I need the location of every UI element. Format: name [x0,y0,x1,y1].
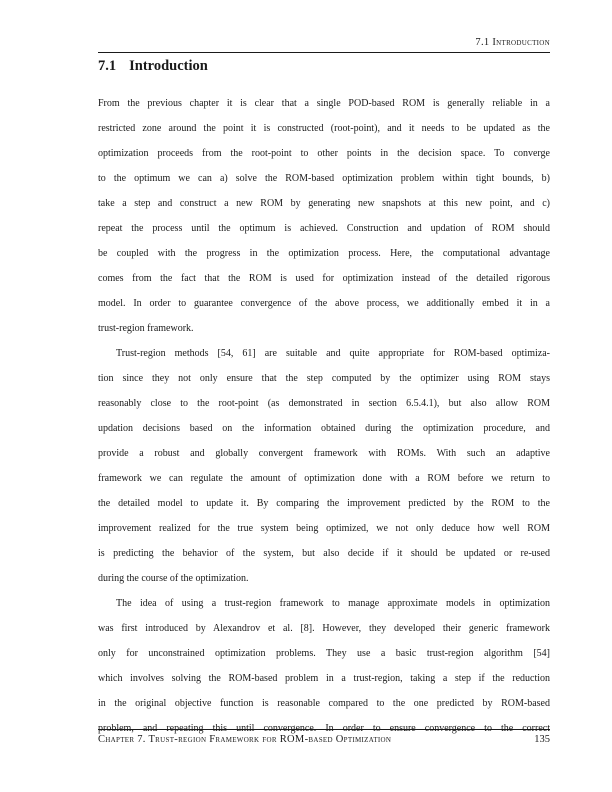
body-line: restricted zone around the point it is constructed (root-point), and it needs to be updated as the [98,123,550,134]
header-rule [98,52,550,53]
section-number: 7.1 [98,58,117,74]
body-line: repeat the process until the optimum is achieved. Construction and updation of ROM should [98,223,550,234]
body-line: The idea of using a trust-region framework to manage approximate models in optimization [116,598,550,609]
body-line: was first introduced by Alexandrov et al. [8]. However, they developed their generic framework [98,623,550,634]
body-line: updation decisions based on the information obtained during the optimization procedure, and [98,423,550,434]
body-line: improvement realized for the true system being optimized, we not only deduce how well ROM [98,523,550,534]
page-number: 135 [534,734,550,745]
body-line: only for unconstrained optimization problems. They use a basic trust-region algorithm [54] [98,648,550,659]
body-line: tion since they not only ensure that the step computed by the optimizer using ROM stays [98,373,550,384]
body-line: which involves solving the ROM-based problem in a trust-region, taking a step if the reduction [98,673,550,684]
paragraph [98,91,550,341]
body-line: trust-region framework. [98,323,194,334]
paragraph [98,341,550,591]
body-line: From the previous chapter it is clear that a single POD-based ROM is generally reliable in a [98,98,550,109]
section-heading [98,56,550,76]
body-line: problem, and repeating this until convergence. In order to ensure convergence to the correct [98,723,550,734]
body-line: be coupled with the progress in the optimization process. Here, the computational advantage [98,248,550,259]
body-line: to the optimum we can a) solve the ROM-based optimization problem within tight bounds, b) [98,173,550,184]
body-line: the detailed model to update it. By comparing the improvement predicted by the ROM to the [98,498,550,509]
body-line: comes from the fact that the ROM is used for optimization instead of the detailed rigorous [98,273,550,284]
body-line: model. In order to guarantee convergence of the above process, we additionally embed it in a [98,298,550,309]
body-line: framework we can regulate the amount of optimization done with a ROM before we return to [98,473,550,484]
paragraph [98,591,550,741]
running-header: 7.1 Introduction [475,37,550,48]
body-text [98,91,550,741]
body-line: take a step and construct a new ROM by generating new snapshots at this new point, and c) [98,198,550,209]
body-line: reasonably close to the root-point (as demonstrated in section 6.5.4.1), but also allow ROM [98,398,550,409]
body-line: provide a robust and globally convergent framework with ROMs. With such an adaptive [98,448,550,459]
section-title: Introduction [129,58,208,74]
body-line: in the original objective function is reasonable compared to the one predicted by ROM-based [98,698,550,709]
body-line: is predicting the behavior of the system, but also decide if it should be updated or re-used [98,548,550,559]
body-line: Trust-region methods [54, 61] are suitable and quite appropriate for ROM-based optimiza- [116,348,550,359]
page-footer [98,729,550,745]
body-line: optimization proceeds from the root-point to other points in the decision space. To converge [98,148,550,159]
footer-chapter-title: Chapter 7. Trust-region Framework for ROM-based Optimization [98,734,392,745]
body-line: during the course of the optimization. [98,573,249,584]
